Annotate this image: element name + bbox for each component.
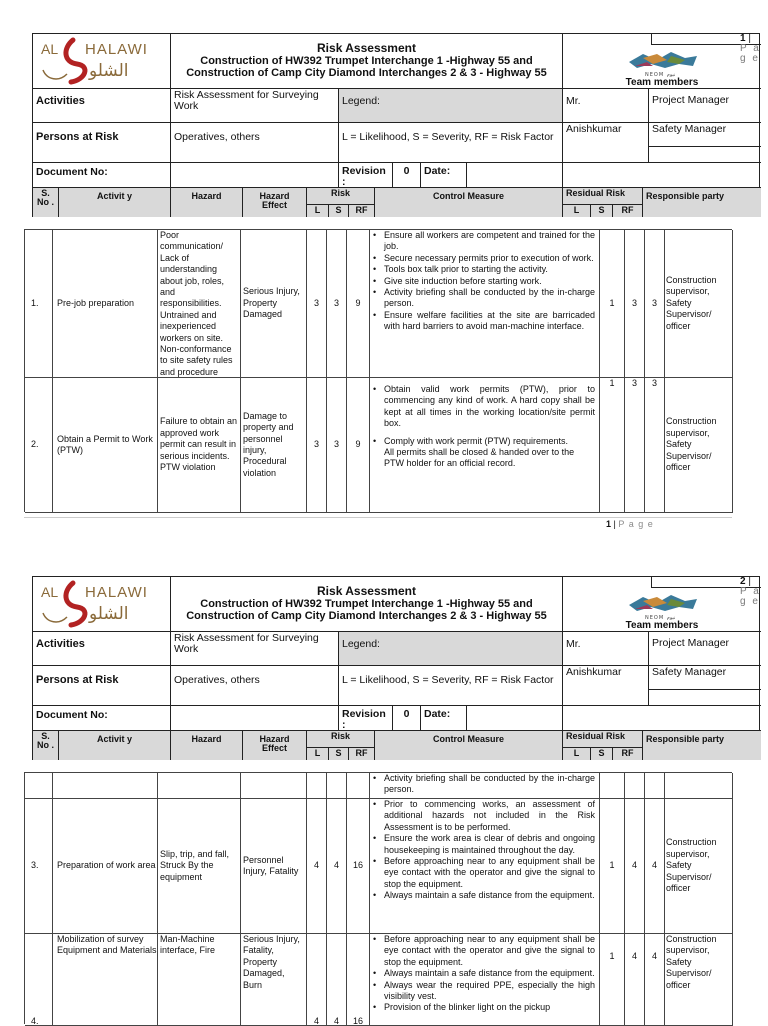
row-risk-rf <box>347 773 370 799</box>
legend-text: L = Likelihood, S = Severity, RF = Risk Factor <box>339 666 563 706</box>
row-res-rf: 4 <box>645 799 665 934</box>
row-res-s: 4 <box>625 799 645 934</box>
row-risk-rf: 16 <box>347 799 370 934</box>
row-responsible-party: Construction supervisor, Safety Supervisor/ officer <box>665 934 733 1026</box>
control-item: • Give site induction before starting work. <box>384 276 595 287</box>
row-risk-l: 3 <box>307 230 327 378</box>
row-res-rf: 3 <box>645 378 665 513</box>
row-risk-l: 4 <box>307 799 327 934</box>
control-extra: All permits shall be closed & handed over to the PTW holder for an official record. <box>384 447 575 469</box>
row-control-measure <box>370 934 600 1026</box>
row-responsible-party: Construction supervisor, Safety Supervisor/ officer <box>665 799 733 934</box>
control-item: • Prior to commencing works, an assessment of additional hazards not included in the Risk Assessment is to be performed. <box>384 799 595 833</box>
table-row <box>25 934 733 1026</box>
row-number: 1. <box>25 230 53 378</box>
row-risk-s: 3 <box>327 378 347 513</box>
row-control-measure <box>370 773 600 799</box>
col-res-rf: RF <box>613 748 643 760</box>
team-empty <box>649 690 761 706</box>
col-activity: Activit y <box>59 188 171 217</box>
row-res-rf: 3 <box>645 230 665 378</box>
svg-text:HALAWI: HALAWI <box>85 41 148 58</box>
row-hazard-effect: Serious Injury, Fatality, Property Damaged, Burn <box>241 934 307 1026</box>
col-res-l: L <box>563 205 591 217</box>
page-divider <box>24 517 732 518</box>
row-risk-l <box>307 773 327 799</box>
col-hazard: Hazard <box>171 731 243 760</box>
col-control-measure: Control Measure <box>375 731 563 760</box>
control-item: • Activity briefing shall be conducted by the in-charge person. <box>384 287 595 310</box>
row-hazard-effect: Personnel Injury, Fatality <box>241 799 307 934</box>
row-number: 3. <box>25 799 53 934</box>
team-mr: Mr. <box>563 88 649 123</box>
header-right <box>563 577 761 631</box>
row-hazard: Slip, trip, and fall, Struck By the equipment <box>158 799 241 934</box>
al-halawi-logo-icon <box>33 34 171 88</box>
date-value <box>467 706 563 731</box>
revision-value: 0 <box>393 163 421 188</box>
row-risk-s: 4 <box>327 934 347 1026</box>
team-members-label: Team members <box>625 77 699 88</box>
legend-label: Legend: <box>339 631 563 666</box>
col-activity: Activit y <box>59 731 171 760</box>
document-subtitle: Construction of HW392 Trumpet Interchange 1 -Highway 55 and Construction of Camp City Diamond Interchanges 2 & 3 - Highway 55 <box>186 598 547 622</box>
col-sno: S. No . <box>33 188 59 217</box>
svg-text:AL: AL <box>41 41 59 57</box>
revision-label: Revision : <box>339 163 393 188</box>
col-risk-rf: RF <box>349 205 375 217</box>
page1-risk-table <box>24 229 732 512</box>
page-number: 1 | P a g e <box>651 34 761 45</box>
team-safety-manager: Safety Manager <box>649 123 761 147</box>
team-members-label: Team members <box>625 620 699 631</box>
col-risk-l: L <box>307 205 329 217</box>
col-sno: S. No . <box>33 731 59 760</box>
row-risk-s: 4 <box>327 799 347 934</box>
neom-logo-icon <box>623 591 703 621</box>
col-hazard-effect: Hazard Effect <box>243 188 307 217</box>
control-item: • Provision of the blinker light on the pickup <box>384 1002 595 1013</box>
control-item: • Before approaching near to any equipment shall be eye contact with the operator and give the signal to stop the equipment. <box>384 934 595 968</box>
control-item: • Always maintain a safe distance from the equipment. <box>384 968 595 979</box>
col-responsible-party: Responsible party <box>643 188 761 217</box>
row-activity: Obtain a Permit to Work (PTW) <box>53 378 158 513</box>
col-residual-risk: Residual Risk <box>563 188 643 205</box>
col-control-measure: Control Measure <box>375 188 563 217</box>
revision-value: 0 <box>393 706 421 731</box>
row-risk-l: 4 <box>307 934 327 1026</box>
team-anishkumar: Anishkumar <box>563 666 649 706</box>
company-logo <box>33 34 171 88</box>
revision-label: Revision : <box>339 706 393 731</box>
date-value <box>467 163 563 188</box>
row-hazard: Man-Machine interface, Fire <box>158 934 241 1026</box>
row-hazard: Failure to obtain an approved work permit can result in serious incidents. PTW violation <box>158 378 241 513</box>
row-res-l: 1 <box>600 378 625 513</box>
row-activity: Pre-job preparation <box>53 230 158 378</box>
document-no-value <box>171 706 339 731</box>
row-risk-l: 3 <box>307 378 327 513</box>
row-number: 2. <box>25 378 53 513</box>
row-risk-rf: 9 <box>347 230 370 378</box>
document-no-label: Document No: <box>33 706 171 731</box>
page2-risk-table <box>24 772 732 1024</box>
row-res-rf <box>645 773 665 799</box>
persons-at-risk-value: Operatives, others <box>171 123 339 163</box>
control-item: • Ensure all workers are competent and trained for the job. <box>384 230 595 253</box>
row-number <box>25 773 53 799</box>
document-subtitle: Construction of HW392 Trumpet Interchange 1 -Highway 55 and Construction of Camp City Diamond Interchanges 2 & 3 - Highway 55 <box>186 55 547 79</box>
persons-at-risk-label: Persons at Risk <box>33 666 171 706</box>
control-item: • Obtain valid work permits (PTW), prior to commencing any kind of work. A hard copy shall be kept at all times in the working location/site permit box. <box>384 384 595 430</box>
row-risk-s <box>327 773 347 799</box>
team-empty <box>649 147 761 163</box>
row-res-s: 4 <box>625 934 645 1026</box>
col-risk-rf: RF <box>349 748 375 760</box>
document-title-block <box>171 577 563 631</box>
row-risk-rf: 16 <box>347 934 370 1026</box>
header-right <box>563 34 761 88</box>
table-row <box>25 773 733 799</box>
row-responsible-party <box>665 773 733 799</box>
team-empty-row <box>563 163 761 188</box>
team-safety-manager: Safety Manager <box>649 666 761 690</box>
team-anishkumar: Anishkumar <box>563 123 649 163</box>
svg-text:NEOM نيوم: NEOM نيوم <box>645 615 676 621</box>
col-res-rf: RF <box>613 205 643 217</box>
control-item: • Before approaching near to any equipment shall be eye contact with the operator and give the signal to stop the equipment. <box>384 856 595 890</box>
page-number: 2 | P a g e <box>651 577 761 588</box>
document-no-label: Document No: <box>33 163 171 188</box>
neom-logo-icon <box>623 48 703 78</box>
row-hazard-effect: Serious Injury, Property Damaged <box>241 230 307 378</box>
document-no-value <box>171 163 339 188</box>
row-responsible-party: Construction supervisor, Safety Supervisor/ officer <box>665 378 733 513</box>
page1-footer-number: 1 | P a g e <box>606 519 654 529</box>
team-project-manager: Project Manager <box>649 631 761 666</box>
table-row <box>25 378 733 513</box>
date-label: Date: <box>421 706 467 731</box>
document-title: Risk Assessment <box>317 584 416 598</box>
logo-arabic-text: الشلو <box>89 604 129 624</box>
control-item: • Always maintain a safe distance from the equipment. <box>384 890 595 901</box>
control-item: • Ensure the work area is clear of debris and ongoing housekeeping is maintained throughout the day. <box>384 833 595 856</box>
svg-text:AL: AL <box>41 584 59 600</box>
logo-arabic-text: الشلو <box>89 61 129 81</box>
row-hazard-effect: Damage to property and personnel injury, Procedural violation <box>241 378 307 513</box>
svg-text:HALAWI: HALAWI <box>85 584 148 601</box>
row-res-s: 3 <box>625 378 645 513</box>
row-control-measure <box>370 799 600 934</box>
row-number: 4. <box>25 934 53 1026</box>
control-item: • Ensure welfare facilities at the site are barricaded with hard barriers to avoid man-machine interface. <box>384 310 595 333</box>
col-hazard: Hazard <box>171 188 243 217</box>
document-title: Risk Assessment <box>317 41 416 55</box>
row-control-measure <box>370 378 600 513</box>
row-activity <box>53 773 158 799</box>
team-project-manager: Project Manager <box>649 88 761 123</box>
team-empty-row <box>563 706 761 731</box>
team-mr: Mr. <box>563 631 649 666</box>
row-res-l: 1 <box>600 799 625 934</box>
row-hazard-effect <box>241 773 307 799</box>
persons-at-risk-label: Persons at Risk <box>33 123 171 163</box>
control-item: • Secure necessary permits prior to execution of work. <box>384 253 595 264</box>
col-responsible-party: Responsible party <box>643 731 761 760</box>
control-item: • Comply with work permit (PTW) requirements. <box>384 436 595 447</box>
col-risk-l: L <box>307 748 329 760</box>
row-res-l: 1 <box>600 230 625 378</box>
col-res-s: S <box>591 748 613 760</box>
row-res-l: 1 <box>600 934 625 1026</box>
company-logo <box>33 577 171 631</box>
activities-value: Risk Assessment for Surveying Work <box>171 88 339 123</box>
persons-at-risk-value: Operatives, others <box>171 666 339 706</box>
row-responsible-party: Construction supervisor, Safety Supervisor/ officer <box>665 230 733 378</box>
col-risk: Risk <box>307 731 375 748</box>
col-res-l: L <box>563 748 591 760</box>
activities-label: Activities <box>33 631 171 666</box>
control-item: • Tools box talk prior to starting the activity. <box>384 264 595 275</box>
col-risk-s: S <box>329 748 349 760</box>
col-res-s: S <box>591 205 613 217</box>
document-title-block <box>171 34 563 88</box>
row-res-rf: 4 <box>645 934 665 1026</box>
col-risk: Risk <box>307 188 375 205</box>
col-hazard-effect: Hazard Effect <box>243 731 307 760</box>
row-res-s <box>625 773 645 799</box>
row-hazard: Poor communication/ Lack of understanding about job, roles, and responsibilities. Untrained and inexperienced workers on site. Non-conformance to site safety rules and procedure <box>158 230 241 378</box>
legend-label: Legend: <box>339 88 563 123</box>
row-hazard <box>158 773 241 799</box>
row-activity: Mobilization of survey Equipment and Materials <box>53 934 158 1026</box>
activities-label: Activities <box>33 88 171 123</box>
row-risk-rf: 9 <box>347 378 370 513</box>
col-residual-risk: Residual Risk <box>563 731 643 748</box>
legend-text: L = Likelihood, S = Severity, RF = Risk Factor <box>339 123 563 163</box>
row-activity: Preparation of work area <box>53 799 158 934</box>
col-risk-s: S <box>329 205 349 217</box>
row-risk-s: 3 <box>327 230 347 378</box>
row-res-l <box>600 773 625 799</box>
control-item: • Activity briefing shall be conducted by the in-charge person. <box>384 773 595 796</box>
row-res-s: 3 <box>625 230 645 378</box>
svg-text:NEOM نيوم: NEOM نيوم <box>645 72 676 78</box>
page2-header <box>32 576 760 760</box>
activities-value: Risk Assessment for Surveying Work <box>171 631 339 666</box>
date-label: Date: <box>421 163 467 188</box>
control-item: • Always wear the required PPE, especially the high visibility vest. <box>384 980 595 1003</box>
table-row <box>25 230 733 378</box>
al-halawi-logo-icon <box>33 577 171 631</box>
table-row <box>25 799 733 934</box>
row-control-measure <box>370 230 600 378</box>
page1-header <box>32 33 760 217</box>
